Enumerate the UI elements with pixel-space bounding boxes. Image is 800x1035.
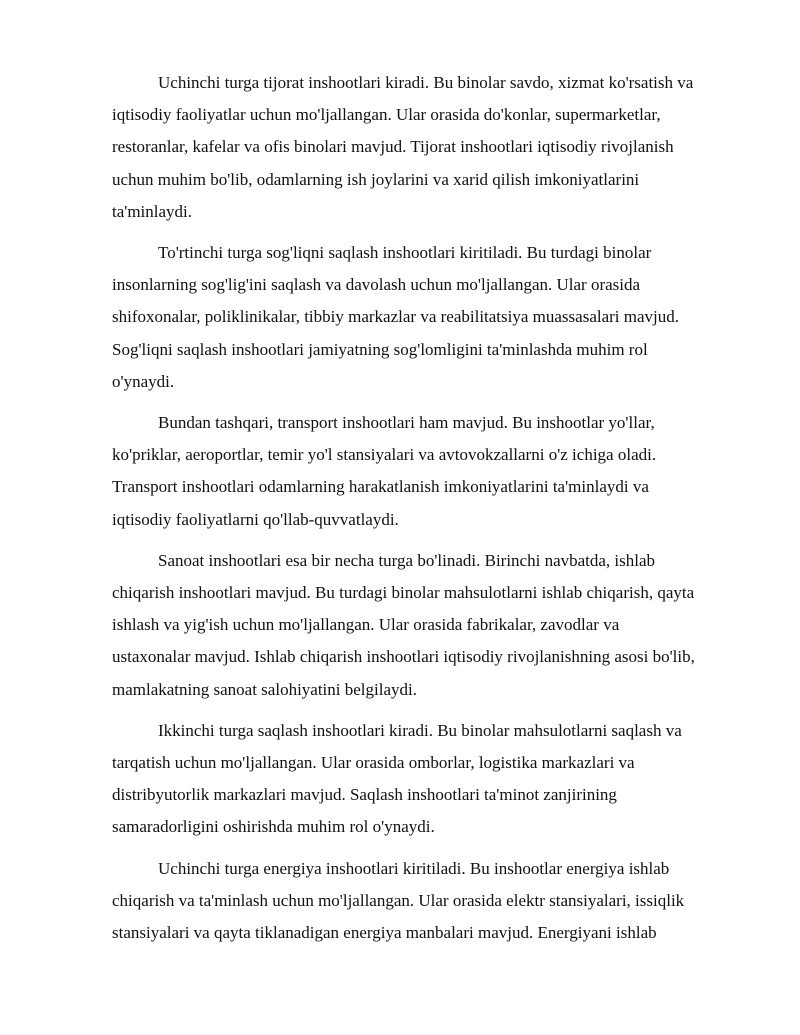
text-line: mamlakatning sanoat salohiyatini belgilaydi. xyxy=(112,679,417,699)
text-line: stansiyalari va qayta tiklanadigan energiya manbalari mavjud. Energiyani ishlab xyxy=(112,923,657,943)
text-line: Transport inshootlari odamlarning harakatlanish imkoniyatlarini ta'minlaydi va xyxy=(112,477,649,497)
text-line: restoranlar, kafelar va ofis binolari mavjud. Tijorat inshootlari iqtisodiy rivojlanish xyxy=(112,137,674,157)
paragraph-industrial-buildings xyxy=(112,545,740,706)
paragraph-healthcare-buildings xyxy=(112,237,740,398)
text-line: ta'minlaydi. xyxy=(112,201,193,221)
text-line: tarqatish uchun mo'ljallangan. Ular orasida omborlar, logistika markazlari va xyxy=(112,753,635,773)
text-line: Uchinchi turga energiya inshootlari kiritiladi. Bu inshootlar energiya ishlab xyxy=(158,858,670,878)
text-line: To'rtinchi turga sog'liqni saqlash inshootlari kiritiladi. Bu turdagi binolar xyxy=(158,243,652,263)
text-line: o'ynaydi. xyxy=(112,371,175,391)
paragraph-storage-buildings xyxy=(112,715,740,844)
text-line: Sog'liqni saqlash inshootlari jamiyatning sog'lomligini ta'minlashda muhim rol xyxy=(112,339,648,359)
text-line: ko'priklar, aeroportlar, temir yo'l stansiyalari va avtovokzallarni o'z ichiga oladi. xyxy=(112,445,657,465)
text-line: distribyutorlik markazlari mavjud. Saqlash inshootlari ta'minot zanjirining xyxy=(112,785,617,805)
text-line: Sanoat inshootlari esa bir necha turga bo'linadi. Birinchi navbatda, ishlab xyxy=(158,550,656,570)
text-line: ustaxonalar mavjud. Ishlab chiqarish inshootlari iqtisodiy rivojlanishning asosi bo'lib, xyxy=(112,647,695,667)
text-line: ishlash va yig'ish uchun mo'ljallangan. Ular orasida fabrikalar, zavodlar va xyxy=(112,615,620,635)
text-line: iqtisodiy faoliyatlarni qo'llab-quvvatlaydi. xyxy=(112,509,399,529)
paragraph-commercial-buildings xyxy=(112,67,740,228)
text-line: insonlarning sog'lig'ini saqlash va davolash uchun mo'ljallangan. Ular orasida xyxy=(112,275,641,295)
text-line: chiqarish inshootlari mavjud. Bu turdagi binolar mahsulotlarni ishlab chiqarish, qayta xyxy=(112,583,695,603)
text-line: Ikkinchi turga saqlash inshootlari kiradi. Bu binolar mahsulotlarni saqlash va xyxy=(158,720,682,740)
text-line: shifoxonalar, poliklinikalar, tibbiy markazlar va reabilitatsiya muassasalari mavjud. xyxy=(112,307,680,327)
text-line: iqtisodiy faoliyatlar uchun mo'ljallangan. Ular orasida do'konlar, supermarketlar, xyxy=(112,105,661,125)
text-line: Bundan tashqari, transport inshootlari ham mavjud. Bu inshootlar yo'llar, xyxy=(158,413,655,433)
text-line: samaradorligini oshirishda muhim rol o'ynaydi. xyxy=(112,817,435,837)
text-line: chiqarish va ta'minlash uchun mo'ljallangan. Ular orasida elektr stansiyalari, issiqlik xyxy=(112,890,685,910)
paragraph-energy-buildings xyxy=(112,853,740,950)
paragraph-transport-buildings xyxy=(112,407,740,536)
text-line: uchun muhim bo'lib, odamlarning ish joylarini va xarid qilish imkoniyatlarini xyxy=(112,169,640,189)
text-line: Uchinchi turga tijorat inshootlari kiradi. Bu binolar savdo, xizmat ko'rsatish va xyxy=(158,73,694,92)
